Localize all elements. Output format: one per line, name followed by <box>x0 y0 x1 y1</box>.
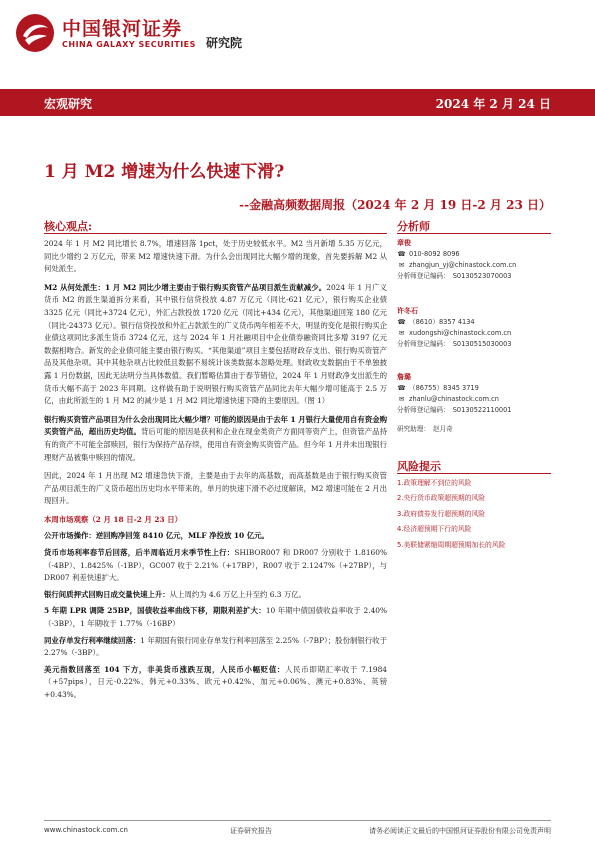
bullet-lpr: 5 年期 LPR 调降 25BP，国债收益率曲线下移，期限利差扩大：10 年期中债国债收益率收于 2.40%（-3BP），1 年期收于 1.77%（-16BP） <box>44 606 387 629</box>
analysts-divider <box>397 233 551 234</box>
report-subtitle: --金融高频数据周报（2024 年 2 月 19 日-2 月 23 日） <box>239 198 551 212</box>
bullet-money-market: 货币市场利率春节后回落，后半周临近月末季节性上行：SHIBOR007 和 DR007 分别收于 1.8160%（-4BP）、1.8425%（-1BP），GC007 收于 2.21%（+17BP），R007 收于 2.1247%（+27BP），与 DR007 利差快速扩大。 <box>44 548 387 583</box>
risk-list <box>397 476 551 553</box>
para-m2-overview: 2024 年 1 月 M2 同比增长 8.7%，增速回落 1pct，处于历史较低水平。M2 当月新增 5.35 万亿元，同比少增约 2 万亿元，带来 M2 增速快速下滑。为什么会出现同比大幅少增的现象，首先要拆解 M2 从何处派生。 <box>44 239 387 274</box>
risk-heading: 风险提示 <box>397 460 441 473</box>
main-content <box>44 238 387 702</box>
research-assistant <box>397 424 551 435</box>
week-heading: 本周市场观察（2 月 18 日-2 月 23 日） <box>44 514 183 524</box>
analyst-name: 詹璐 <box>397 373 411 381</box>
footer-divider <box>44 820 551 821</box>
para-m2-source <box>44 282 387 408</box>
risk-item: 4.经济超预期下行的风险 <box>397 525 472 534</box>
bullet-open-market: 公开市场操作：逆回购净回笼 8410 亿元，MLF 净投放 10 亿元。 <box>44 531 269 541</box>
para-conclusion: 因此，2024 年 1 月出现 M2 增速急快下滑，主要是由于去年的高基数，而高基数是由于银行购买资管产品项目派生的广义货币超出历史均水平带来的，单月的快速下滑不必过度解读，M2 增速可能在 2 月出现回升。 <box>44 471 387 506</box>
bullet-ncd: 同业存单发行利率继续回落：1 年期国有银行同业存单发行利率回落至 2.25%（-7BP）；股份制银行收于 2.27%（-3BP）。 <box>44 635 387 658</box>
report-date: 2024 年 2 月 24 日 <box>435 97 551 111</box>
analysts-heading: 分析师 <box>397 220 430 233</box>
footer-doc-type: 证券研究报告 <box>230 827 272 835</box>
risk-item: 2.央行货币政策超预期的风险 <box>397 494 486 503</box>
brand-name-en: CHINA GALAXY SECURITIES <box>62 40 196 49</box>
galaxy-logo-icon <box>14 12 56 54</box>
para-m2-source-lead: M2 从何处派生：1 月 M2 同比少增主要由于银行购买资管产品项目派生贡献减少。 <box>44 282 327 292</box>
analyst-cert-label: 分析师登记编码： <box>397 406 450 414</box>
analyst-name: 许冬石 <box>397 307 418 315</box>
analyst-email[interactable]: zhangjun_yj@chinastock.com.cn <box>409 261 517 269</box>
risk-divider <box>397 473 551 474</box>
email-icon: ✉ <box>398 261 405 269</box>
footer-disclaimer: 请务必阅读正文最后的中国银河证券股份有限公司免责声明 <box>369 827 551 835</box>
analyst-3 <box>397 372 551 416</box>
brand-logo <box>14 10 274 60</box>
phone-icon: ☎ <box>397 384 406 392</box>
risk-item: 5.美联储紧缩周期超预期加长的风险 <box>397 540 506 549</box>
report-title: 1 月 M2 增速为什么快速下滑? <box>44 162 285 182</box>
analyst-cert-label: 分析师登记编码： <box>397 272 450 280</box>
analyst-name: 章俊 <box>397 239 411 247</box>
core-divider <box>44 233 387 234</box>
header-band <box>0 89 595 116</box>
analyst-phone: （86755）8345 3719 <box>409 384 479 392</box>
brand-name-cn: 中国银河证券 <box>62 18 183 40</box>
analyst-2 <box>397 306 551 350</box>
analyst-cert-label: 分析师登记编码： <box>397 340 450 348</box>
phone-icon: ☎ <box>397 318 406 326</box>
email-icon: ✉ <box>398 395 405 403</box>
analyst-cert: S0130522110001 <box>452 406 512 414</box>
email-icon: ✉ <box>398 329 405 337</box>
para-m2-source-body: 2024 年 1 月广义货币 M2 的派生渠道拆分来看，其中银行信贷投放 4.87 万亿元（同比-621 亿元），银行购买企业债 3325 亿元（同比+3724 亿元），外汇占款投放 1720 亿元（同比+434 亿元），其他渠道回笼 180 亿元（同比-24373 亿元）。银行信贷投放和外汇占款派生的广义货币两年相差不大，明显的变化是银行购买企业债这项同比多派生货币 3724 亿元，这与 2024 年 1 月社融项目中企业债券融资同比多增 3197 亿元数据相吻合。新发的企业债可能主要由银行购买。“其他渠道”项目主要包括财政存支出、银行购买资管产品及其他杂项。其中其他杂项占比较低且数据不易统计该类数据本忽略处理。财政收支数据由于不单独披露 1 月份数据，因此无法明分当具体数值。我们暂略估算由于春节错位，2024 年 1 月财政净支出派生的货币大幅不高于 2023 年同期。这样做有助于说明银行购买资管产品同比去年大幅少增可能高于 2.5 万亿，由此所派生的 1 月 M2 的减少是 1 月 M2 同比增速快速下降的主要原因。（图 1） <box>44 282 387 406</box>
phone-icon: ☎ <box>397 250 406 258</box>
analyst-email[interactable]: zhanlu@chinastock.com.cn <box>409 395 499 403</box>
para-bank-assets-body: 背后可能的原因是获利和企业在现金类资产方面同等资产上，但资管产品持有的资产不可能全部赎回，银行为保持产品存续，使用自有资金购买资管产品。但今年 1 月并未出现银行理财产品被集中赎回的情况。 <box>44 427 387 462</box>
report-category: 宏观研究 <box>44 97 93 111</box>
analyst-1 <box>397 238 551 282</box>
para-bank-assets-lead: 银行购买资管产品项目为什么会出现同比大幅少增？可能的原因是由于去年 1 月银行大量使用自有资金购买资管产品，超出历史均值。 <box>44 414 387 437</box>
assistant-label: 研究助理： <box>397 425 430 433</box>
institute-label: 研究院 <box>206 36 243 50</box>
bullet-fx: 美元指数回落至 104 下方，非美货币涨跌互现，人民币小幅贬值：人民币即期汇率收于 7.1984（+57pips），日元-0.22%、韩元+0.33%、欧元+0.42%、加元+0.06%、澳元+0.83%、英镑+0.43%。 <box>44 664 388 699</box>
core-heading: 核心观点: <box>44 220 93 233</box>
analyst-phone: （8610）8357 4134 <box>409 318 475 326</box>
bullet-repo-volume: 银行间质押式回购日成交量快速上升：从上周约为 4.6 万亿上升至约 6.3 万亿。 <box>44 589 307 599</box>
risk-item: 3.政府债券发行超预期的风险 <box>397 509 486 518</box>
footer-website[interactable]: www.chinastock.com.cn <box>44 826 128 834</box>
analyst-phone: 010-8092 8096 <box>409 250 460 258</box>
analyst-cert: S0130523070003 <box>452 272 512 280</box>
risk-item: 1.政策理解不到位的风险 <box>397 479 472 487</box>
analyst-email[interactable]: xudongshi@chinastock.com.cn <box>409 329 512 337</box>
para-bank-assets <box>44 414 387 464</box>
assistant-name: 赵月奇 <box>432 425 453 433</box>
analyst-cert: S0130515030003 <box>452 340 512 348</box>
